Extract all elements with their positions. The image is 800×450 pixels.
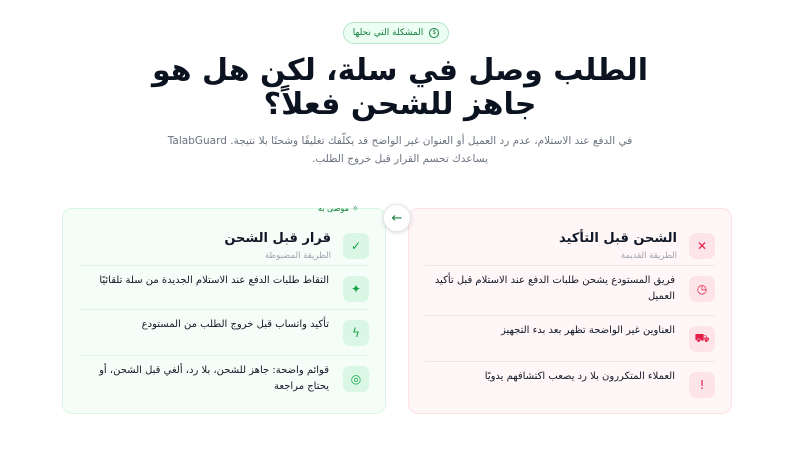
- x-icon: ✕: [689, 233, 715, 259]
- section-badge: [343, 22, 449, 44]
- dollar-circle-icon: $: [429, 28, 439, 38]
- list-item: [425, 361, 715, 407]
- check-icon: ✓: [343, 233, 369, 259]
- old-way-title: الشحن قبل التأكيد: [558, 231, 677, 246]
- list-item-text: العملاء المتكررون بلا رد يصعب اكتشافهم يدويًا: [484, 371, 675, 382]
- sparkle-icon: ✧: [351, 204, 359, 213]
- list-item-text: قوائم واضحة: جاهز للشحن، بلا رد، ألغي قبل الشحن، أو يحتاج مراجعة: [99, 365, 329, 392]
- new-way-card: [62, 208, 386, 414]
- bolt-icon: ϟ: [343, 320, 369, 346]
- new-way-header: [79, 229, 369, 265]
- list-item: [79, 355, 369, 401]
- old-way-subtitle: الطريقة القديمة: [620, 251, 677, 261]
- list-item: [79, 265, 369, 311]
- list-item: [425, 265, 715, 311]
- target-icon: ◎: [343, 366, 369, 392]
- list-item-text: فريق المستودع يشحن طلبات الدفع عند الاستلام قبل تأكيد العميل: [434, 275, 675, 302]
- page-subtitle: في الدفع عند الاستلام، عدم رد العميل أو العنوان غير الواضح قد يكلّفك تغليفًا وشحنًا بلا نتيجة. TalabGuard يساعدك تحسم القرار قبل خروج الطلب.: [167, 135, 633, 165]
- cart-icon: ⛟: [689, 326, 715, 352]
- alert-icon: !: [689, 372, 715, 398]
- recommended-label: موصى به: [318, 204, 349, 213]
- old-way-card: [408, 208, 732, 414]
- list-item-text: العناوين غير الواضحة تظهر بعد بدء التجهيز: [501, 325, 675, 336]
- arrow-left-button[interactable]: [383, 204, 411, 232]
- list-item: [425, 315, 715, 361]
- old-way-header: [425, 229, 715, 265]
- arrow-left-icon: ←: [391, 210, 403, 226]
- section-badge-label: المشكلة التي نحلها: [352, 28, 424, 38]
- sparkle-icon: ✦: [343, 276, 369, 302]
- clock-icon: ◷: [689, 276, 715, 302]
- recommended-badge: [318, 204, 359, 213]
- list-item-text: تأكيد واتساب قبل خروج الطلب من المستودع: [141, 319, 329, 330]
- list-item-text: التقاط طلبات الدفع عند الاستلام الجديدة من سلة تلقائيًا: [99, 275, 329, 286]
- new-way-subtitle: الطريقة المضبوطة: [264, 251, 331, 261]
- new-way-title: قرار قبل الشحن: [224, 231, 331, 246]
- page-title: الطلب وصل في سلة، لكن هل هو جاهز للشحن فعلاً؟: [151, 53, 649, 122]
- list-item: [79, 309, 369, 355]
